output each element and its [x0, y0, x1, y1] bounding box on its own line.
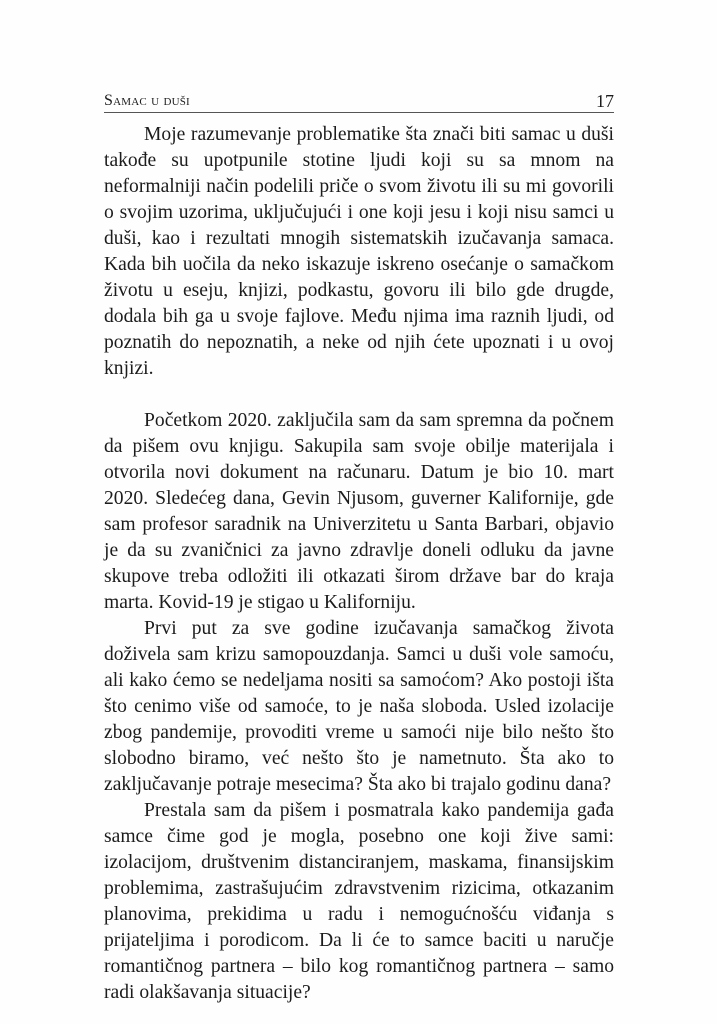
paragraph: Prestala sam da pišem i posmatrala kako pandemija gađa samce čime god je mogla, posebno one koji žive sami: izolacijom, društvenim distanciranjem, maskama, finansijskim problemima, zastrašujućim zdravstvenim rizicima, otkazanim planovima, prekidima u radu i nemogućnošću viđanja s prijateljima i porodicom. Da li će to samce baciti u naručje romantičnog partnera – bilo kog romantičnog partnera – samo radi olakšavanja situacije?: [104, 800, 614, 1003]
paragraph: Prvi put za sve godine izučavanja samačkog života doživela sam krizu samopouzdanja. Samci u duši vole samoću, ali kako ćemo se nedeljama nositi sa samoćom? Ako postoji išta što cenimo više od samoće, to je naša sloboda. Usled izolacije zbog pandemije, provoditi vreme u samoći nije bilo nešto što slobodno biramo, već nešto što je nametnuto. Šta ako to zaključavanje potraje mesecima? Šta ako bi trajalo godinu dana?: [104, 618, 614, 795]
paragraph: Početkom 2020. zaključila sam da sam spremna da počnem da pišem ovu knjigu. Sakupila sam svoje obilje materijala i otvorila novi dokument na računaru. Datum je bio 10. mart 2020. Sledećeg dana, Gevin Njusom, guverner Kalifornije, gde sam profesor saradnik na Univerzitetu u Santa Barbari, objavio je da su zvaničnici za javno zdravlje doneli odluku da javne skupove treba odložiti ili otkazati širom države bar do kraja marta. Kovid-19 je stigao u Kaliforniju.: [104, 410, 614, 613]
page-number: 17: [596, 91, 614, 111]
running-header: [104, 92, 614, 113]
body-text: [104, 122, 614, 1006]
paragraph: Moje razumevanje problematike šta znači biti samac u duši takođe su upotpunile stotine ljudi koji su sa mnom na neformalniji način podelili priče o svom životu ili su mi govorili o svojim uzorima, uključujući i one koji jesu i koji nisu samci u duši, kao i rezultati mnogih sistematskih izučavanja samaca. Kada bih uočila da neko iskazuje iskreno osećanje o samačkom životu u eseju, knjizi, podkastu, govoru ili bilo gde drugde, dodala bih ga u svoje fajlove. Među njima ima raznih ljudi, od poznatih do nepoznatih, a neke od njih ćete upoznati i u ovoj knjizi.: [104, 124, 614, 379]
running-title: Samac u duši: [104, 92, 190, 109]
